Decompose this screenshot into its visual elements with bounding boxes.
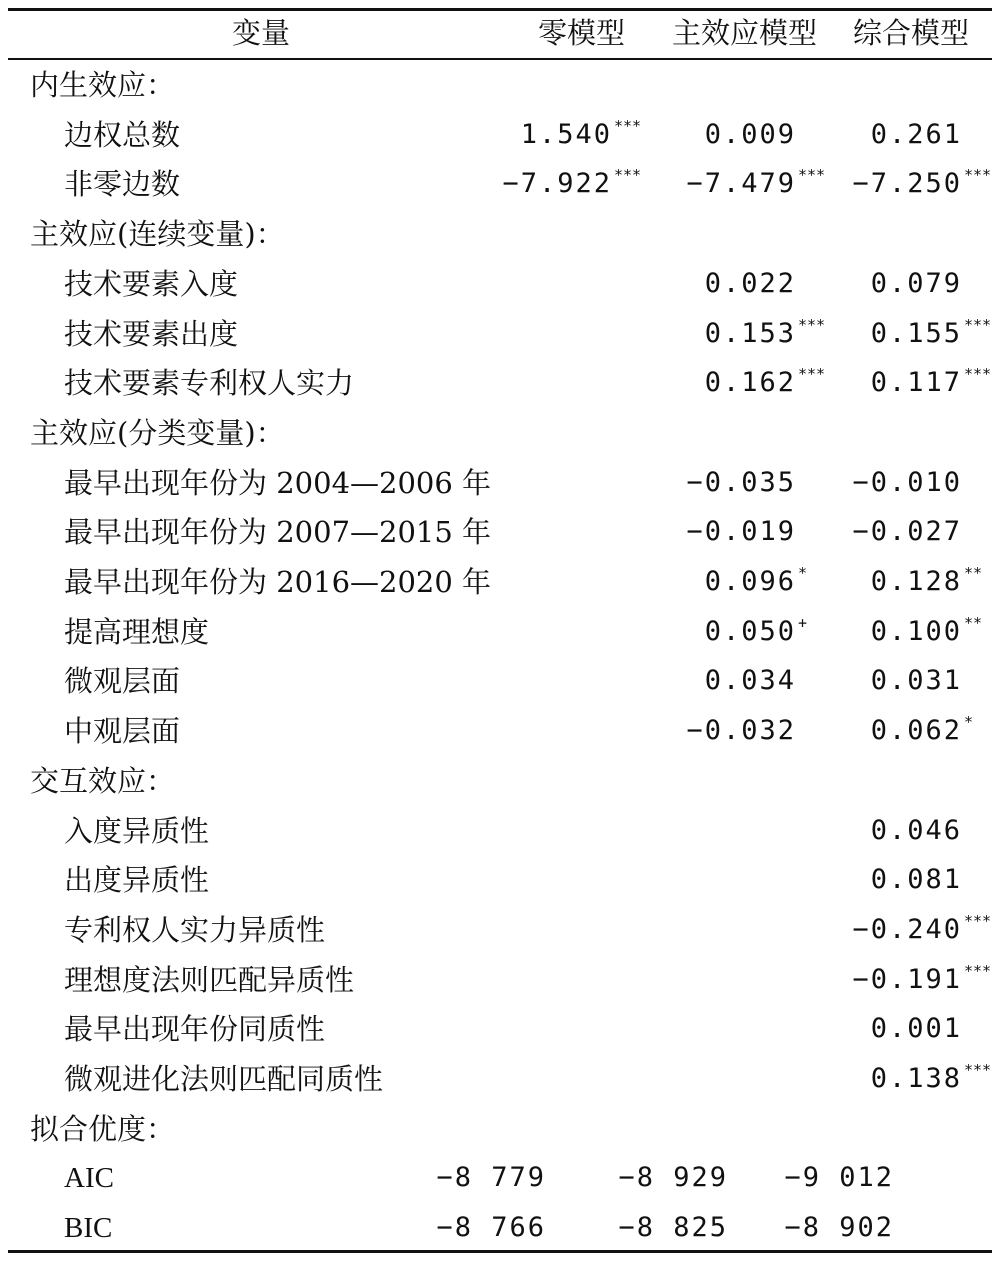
coef-value: 0.096 xyxy=(704,566,796,597)
significance-mark: *** xyxy=(798,166,826,184)
coef-m2 xyxy=(705,267,798,304)
fit-value-m3: −8 902 xyxy=(784,1212,894,1243)
coef-m3 xyxy=(871,565,982,602)
significance-mark: ** xyxy=(964,614,983,632)
section-heading: 内生效应： xyxy=(30,68,176,102)
row-label: 技术要素专利权人实力 xyxy=(64,366,355,400)
fit-value-m1: −8 766 xyxy=(436,1212,546,1243)
coef-m3 xyxy=(852,515,964,552)
row-label: 出度异质性 xyxy=(64,863,210,897)
top-rule xyxy=(8,8,992,11)
header-rule xyxy=(8,58,992,60)
fit-value-m2: −8 929 xyxy=(618,1162,728,1193)
coef-m3 xyxy=(871,714,973,751)
coef-value: −0.191 xyxy=(852,964,962,995)
row-label: 微观层面 xyxy=(64,664,181,698)
fit-value-m1: −8 779 xyxy=(436,1162,546,1193)
coef-m1 xyxy=(521,118,641,155)
coef-value: −0.240 xyxy=(852,914,962,945)
coef-value: 0.162 xyxy=(704,367,796,398)
significance-mark: *** xyxy=(964,962,992,980)
fit-value-m2: −8 825 xyxy=(618,1212,728,1243)
significance-mark: *** xyxy=(964,365,992,383)
coef-value: −0.019 xyxy=(686,516,796,547)
significance-mark: *** xyxy=(798,316,826,334)
coef-m3 xyxy=(871,664,964,701)
row-label: 非零边数 xyxy=(64,167,181,201)
header-main-model: 主效应模型 xyxy=(672,16,818,50)
section-heading: 交互效应： xyxy=(30,764,176,798)
coef-value: −0.035 xyxy=(686,467,796,498)
significance-mark: *** xyxy=(964,316,992,334)
coef-m2 xyxy=(705,317,825,354)
coef-m3 xyxy=(871,1062,991,1099)
coef-value: −0.010 xyxy=(852,467,962,498)
coef-m3 xyxy=(871,863,964,900)
row-label: 技术要素入度 xyxy=(64,267,239,301)
coef-value: 0.153 xyxy=(704,318,796,349)
coef-value: 0.138 xyxy=(870,1063,962,1094)
significance-mark: * xyxy=(964,713,974,731)
coef-value: 0.117 xyxy=(870,367,962,398)
coef-m3 xyxy=(871,267,964,304)
row-label: 入度异质性 xyxy=(64,814,210,848)
significance-mark: * xyxy=(798,564,808,582)
significance-mark: ** xyxy=(964,564,983,582)
significance-mark: *** xyxy=(964,1061,992,1079)
coef-value: −7.922 xyxy=(502,168,612,199)
coef-m3 xyxy=(871,615,982,652)
coef-m2 xyxy=(686,167,825,204)
row-label: AIC xyxy=(64,1162,114,1194)
coef-value: 0.079 xyxy=(870,268,962,299)
row-label: 边权总数 xyxy=(64,118,181,152)
coef-m2 xyxy=(705,615,807,652)
significance-mark: *** xyxy=(798,365,826,383)
row-label: 最早出现年份为 2016—2020 年 xyxy=(64,565,492,599)
coef-m3 xyxy=(852,913,991,950)
coef-m3 xyxy=(871,118,964,155)
coef-value: 0.031 xyxy=(870,665,962,696)
coef-m1 xyxy=(502,167,641,204)
coef-value: 0.100 xyxy=(870,616,962,647)
header-variable: 变量 xyxy=(232,16,291,50)
significance-mark: + xyxy=(798,614,808,632)
bottom-rule xyxy=(8,1250,992,1253)
coef-m2 xyxy=(686,466,798,503)
coef-value: −7.250 xyxy=(852,168,962,199)
significance-mark: *** xyxy=(964,166,992,184)
coef-m2 xyxy=(705,118,798,155)
coef-m2 xyxy=(686,714,798,751)
coef-m2 xyxy=(705,664,798,701)
coef-m3 xyxy=(871,317,991,354)
coef-m3 xyxy=(871,814,964,851)
row-label: 提高理想度 xyxy=(64,615,210,649)
row-label: 技术要素出度 xyxy=(64,317,239,351)
coef-value: 0.128 xyxy=(870,566,962,597)
row-label: 微观进化法则匹配同质性 xyxy=(64,1062,384,1096)
row-label: 专利权人实力异质性 xyxy=(64,913,326,947)
coef-value: 0.034 xyxy=(704,665,796,696)
coef-value: 0.009 xyxy=(704,119,796,150)
section-heading: 拟合优度： xyxy=(30,1112,176,1146)
coef-value: 0.062 xyxy=(870,715,962,746)
section-heading: 主效应(分类变量)： xyxy=(30,416,285,450)
row-label: BIC xyxy=(64,1212,113,1244)
significance-mark: *** xyxy=(614,166,642,184)
coef-m3 xyxy=(852,963,991,1000)
coef-value: 0.155 xyxy=(870,318,962,349)
coef-value: −7.479 xyxy=(686,168,796,199)
fit-value-m3: −9 012 xyxy=(784,1162,894,1193)
coef-value: 0.022 xyxy=(704,268,796,299)
coef-m3 xyxy=(871,1012,964,1049)
header-full-model: 综合模型 xyxy=(853,16,970,50)
significance-mark: *** xyxy=(614,117,642,135)
coef-value: 0.050 xyxy=(704,616,796,647)
row-label: 最早出现年份为 2004—2006 年 xyxy=(64,466,492,500)
row-label: 最早出现年份同质性 xyxy=(64,1012,326,1046)
coef-value: 0.001 xyxy=(870,1013,962,1044)
coef-m2 xyxy=(705,366,825,403)
significance-mark: *** xyxy=(964,912,992,930)
section-heading: 主效应(连续变量)： xyxy=(30,217,285,251)
row-label: 最早出现年份为 2007—2015 年 xyxy=(64,515,492,549)
header-null-model: 零模型 xyxy=(538,16,626,50)
coef-m3 xyxy=(852,466,964,503)
coef-m2 xyxy=(705,565,807,602)
row-label: 中观层面 xyxy=(64,714,181,748)
coef-value: −0.032 xyxy=(686,715,796,746)
coef-m2 xyxy=(686,515,798,552)
coef-value: −0.027 xyxy=(852,516,962,547)
coef-m3 xyxy=(852,167,991,204)
coef-value: 0.046 xyxy=(870,815,962,846)
coef-value: 0.081 xyxy=(870,864,962,895)
row-label: 理想度法则匹配异质性 xyxy=(64,963,355,997)
coef-value: 0.261 xyxy=(870,119,962,150)
coef-m3 xyxy=(871,366,991,403)
coef-value: 1.540 xyxy=(520,119,612,150)
